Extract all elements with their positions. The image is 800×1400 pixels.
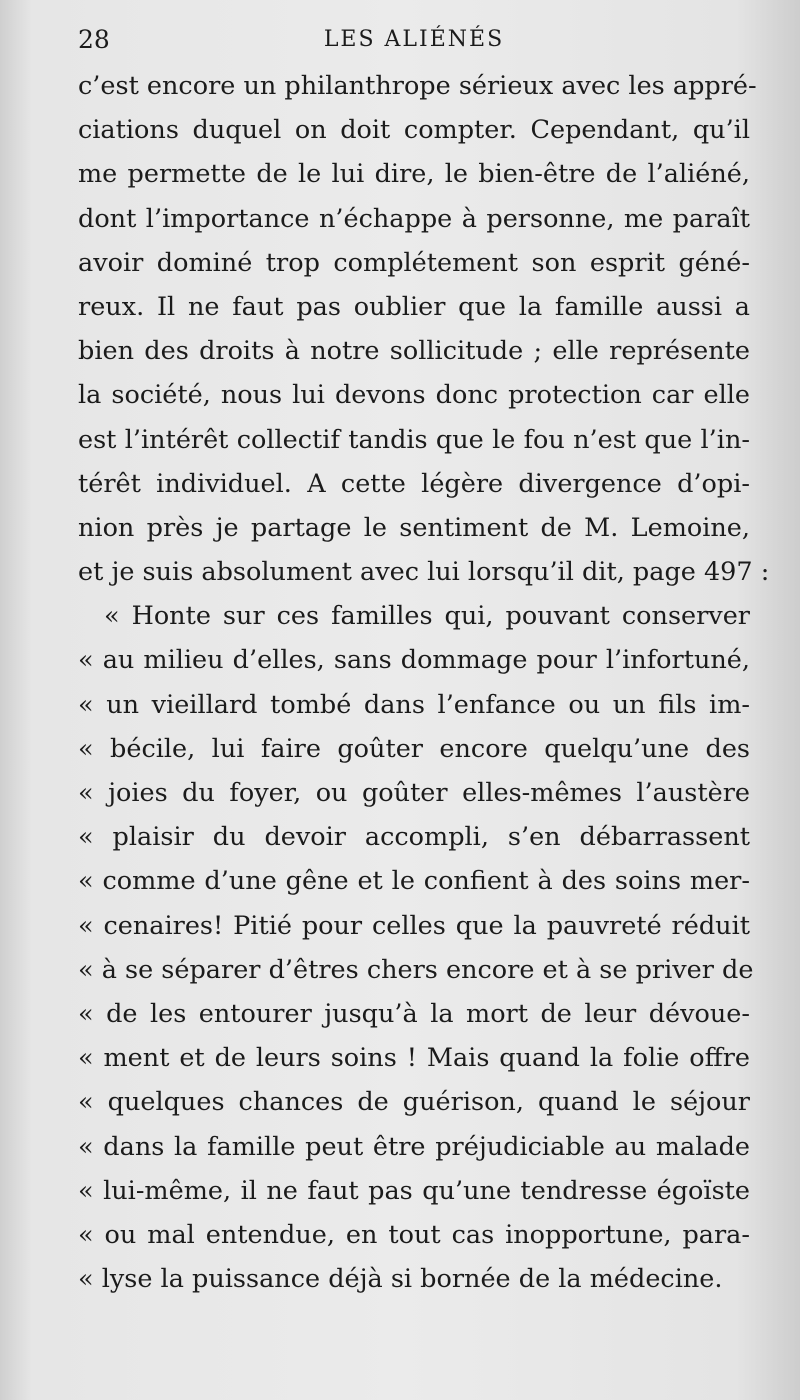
- text-line: avoir dominé trop complétement son esprit géné-: [78, 247, 750, 278]
- text-line: est l’intérêt collectif tandis que le fou n’est que l’in-: [78, 424, 750, 455]
- running-title: LES ALIÉNÉS: [323, 27, 505, 52]
- quote-line: « à se séparer d’êtres chers encore et à se priver de: [78, 954, 754, 985]
- quote-line: « cenaires! Pitié pour celles que la pauvreté réduit: [78, 910, 750, 941]
- text-line: bien des droits à notre sollicitude ; elle représente: [78, 336, 750, 367]
- page-number: 28: [78, 25, 110, 54]
- quote-line: « un vieillard tombé dans l’enfance ou un fils im-: [78, 689, 750, 720]
- quote-line: « Honte sur ces familles qui, pouvant conserver: [104, 601, 750, 632]
- quote-line: « de les entourer jusqu’à la mort de leur dévoue-: [78, 998, 750, 1029]
- text-line: c’est encore un philanthrope sérieux avec les appré-: [78, 71, 757, 101]
- text-line: dont l’importance n’échappe à personne, me paraît: [78, 203, 750, 234]
- text-line: reux. Il ne faut pas oublier que la famille aussi a: [78, 291, 750, 322]
- text-line: et je suis absolument avec lui lorsqu’il dit, page 497 :: [78, 557, 770, 588]
- quote-line: « dans la famille peut être préjudiciable au malade: [78, 1131, 750, 1162]
- quote-line: « ment et de leurs soins ! Mais quand la folie offre: [78, 1043, 750, 1074]
- quote-line: « lui-même, il ne faut pas qu’une tendresse égoïste: [78, 1175, 750, 1206]
- quote-line: « ou mal entendue, en tout cas inopportune, para-: [78, 1219, 750, 1250]
- text-line: ciations duquel on doit compter. Cependant, qu’il: [78, 115, 750, 146]
- quote-line: « quelques chances de guérison, quand le séjour: [78, 1087, 750, 1118]
- quote-line: « comme d’une gêne et le confient à des soins mer-: [78, 866, 750, 897]
- quote-line: « bécile, lui faire goûter encore quelqu’une des: [78, 733, 750, 764]
- text-line: me permette de le lui dire, le bien-être de l’aliéné,: [78, 159, 750, 190]
- body-text: [78, 64, 770, 1301]
- text-line: nion près je partage le sentiment de M. Lemoine,: [78, 512, 750, 543]
- text-line: la société, nous lui devons donc protection car elle: [78, 380, 750, 411]
- text-line: térêt individuel. A cette légère divergence d’opi-: [78, 468, 750, 499]
- quote-line: « plaisir du devoir accompli, s’en débarrassent: [78, 822, 750, 853]
- page-header: [78, 20, 750, 60]
- quote-line: « lyse la puissance déjà si bornée de la médecine.: [78, 1264, 723, 1295]
- quote-line: « au milieu d’elles, sans dommage pour l’infortuné,: [78, 645, 750, 676]
- quote-line: « joies du foyer, ou goûter elles-mêmes l’austère: [78, 778, 750, 808]
